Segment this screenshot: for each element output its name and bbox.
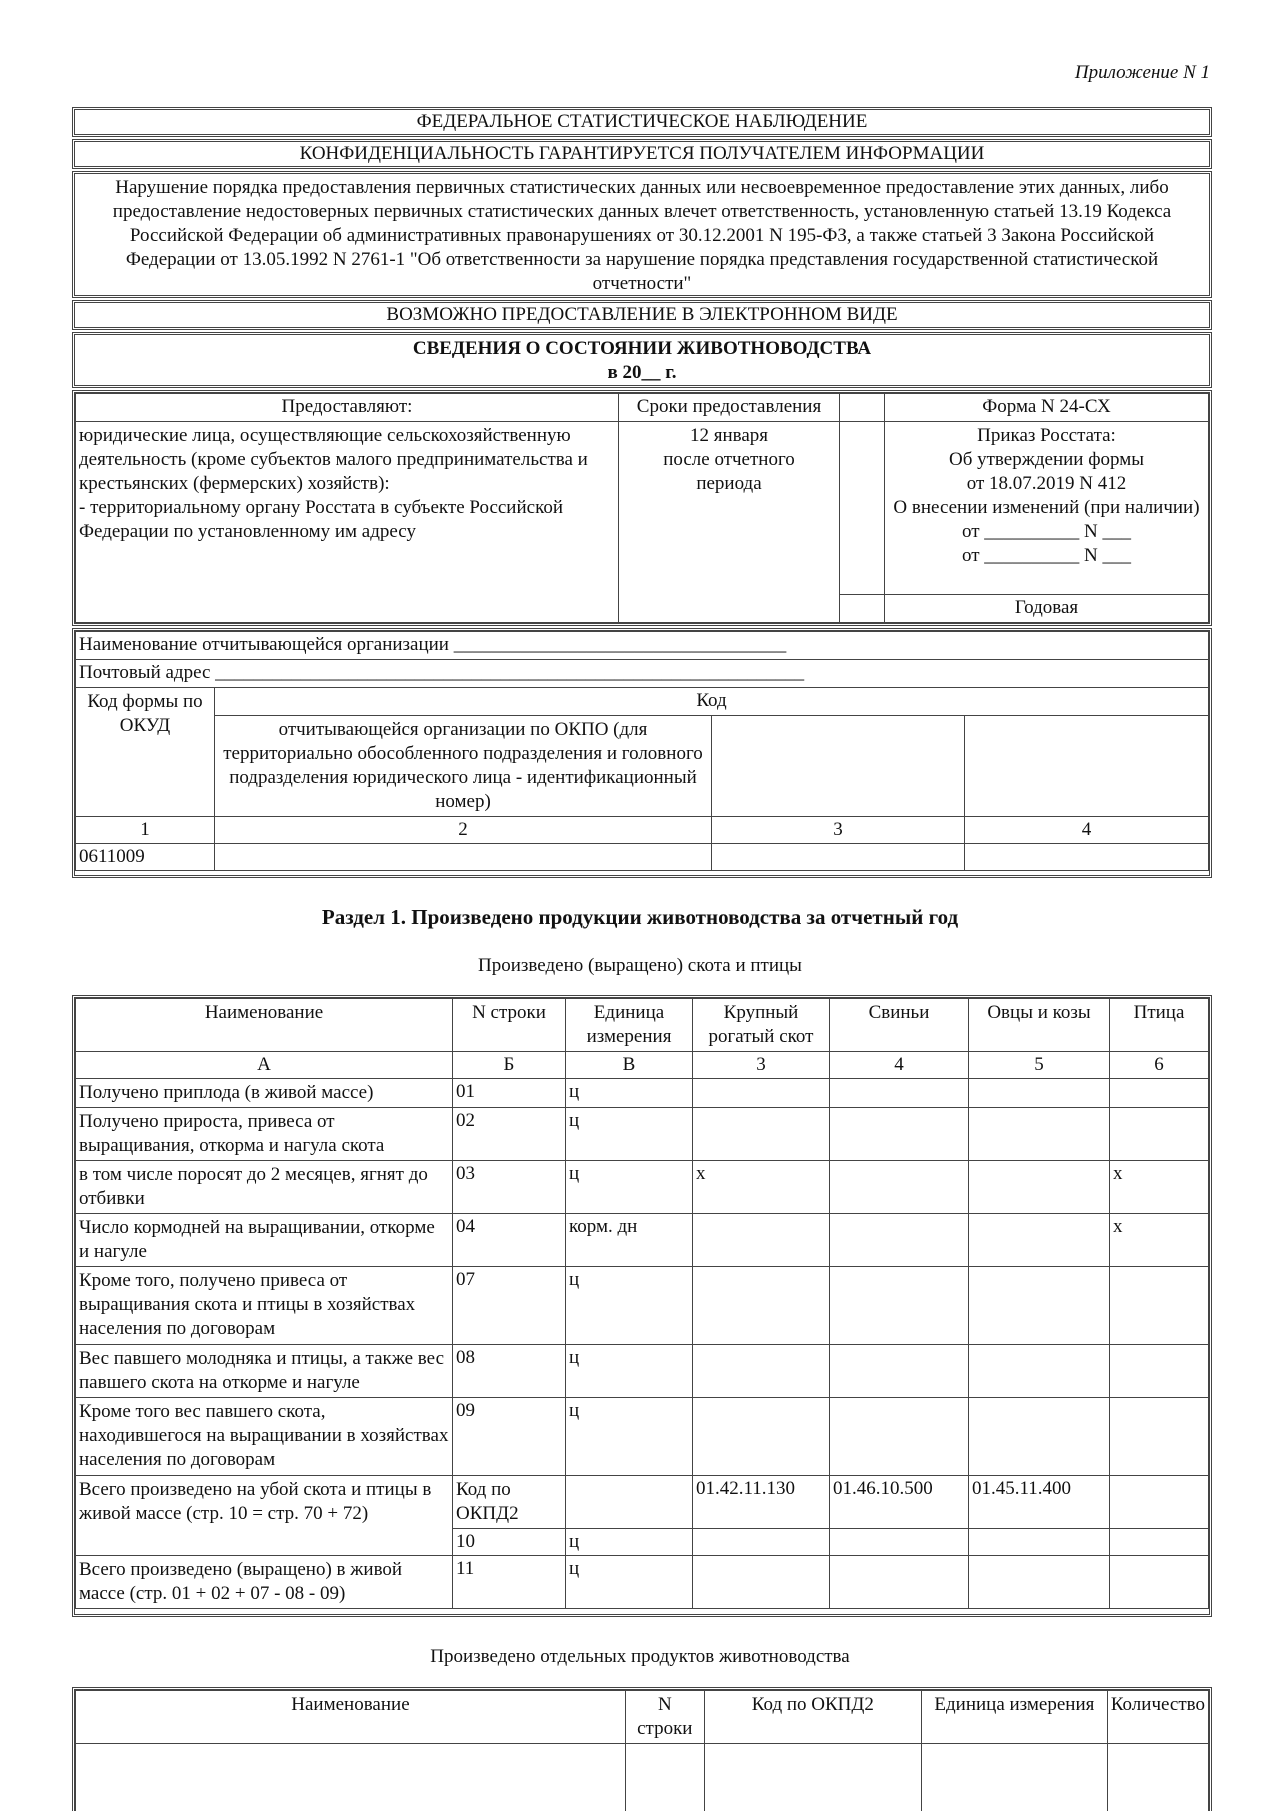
- cell-poultry[interactable]: [1110, 1398, 1209, 1476]
- okpd-pigs: 01.46.10.500: [830, 1476, 969, 1529]
- table-row: [76, 1267, 1209, 1345]
- cell[interactable]: [1107, 1744, 1208, 1811]
- cell-cattle[interactable]: [693, 1214, 830, 1267]
- form-number-header: Форма N 24-СХ: [885, 394, 1209, 422]
- provide-header: Предоставляют:: [76, 394, 619, 422]
- section-1-title: Раздел 1. Произведено продукции животноводства за отчетный год: [321, 905, 959, 929]
- cell-pigs[interactable]: [830, 1345, 969, 1398]
- okud-code-value: 0611009: [76, 844, 215, 871]
- col-header-pigs: Свиньи: [830, 999, 969, 1052]
- col-header-quantity: Количество: [1107, 1691, 1208, 1744]
- okpd-poultry: [1110, 1476, 1209, 1529]
- provider-info-table: [75, 393, 1209, 623]
- cell[interactable]: [921, 1744, 1107, 1811]
- okpd-label: Код по ОКПД2: [453, 1476, 566, 1529]
- row-name: Получено приплода (в живой массе): [76, 1079, 453, 1108]
- cell-pigs[interactable]: [830, 1079, 969, 1108]
- table-row: [76, 1108, 1209, 1161]
- okpd-sheep-goats: 01.45.11.400: [969, 1476, 1110, 1529]
- cell-sheep-goats[interactable]: [969, 1108, 1110, 1161]
- cell-poultry[interactable]: [1110, 1079, 1209, 1108]
- cell-poultry[interactable]: x: [1110, 1214, 1209, 1267]
- order-line-4: О внесении изменений (при наличии): [893, 497, 1200, 518]
- row-number: 01: [453, 1079, 566, 1108]
- col-header-sheep-goats: Овцы и козы: [969, 999, 1110, 1052]
- col-header-cattle: Крупный рогатый скот: [693, 999, 830, 1052]
- okpo-header: отчитывающейся организации по ОКПО (для территориально обособленного подразделения и головного подразделения юридического лица - идентификационный номер): [215, 716, 712, 817]
- table-row: [76, 1345, 1209, 1398]
- col-letter: 6: [1110, 1052, 1209, 1079]
- organization-box: [72, 628, 1212, 878]
- cell[interactable]: [625, 1744, 704, 1811]
- confidentiality-banner: КОНФИДЕНЦИАЛЬНОСТЬ ГАРАНТИРУЕТСЯ ПОЛУЧАТЕЛЕМ ИНФОРМАЦИИ: [72, 139, 1212, 169]
- col-header-poultry: Птица: [1110, 999, 1209, 1052]
- col-number-2: 2: [215, 817, 712, 844]
- col-number-4: 4: [965, 817, 1209, 844]
- row-name: Всего произведено (выращено) в живой массе (стр. 01 + 02 + 07 - 08 - 09): [76, 1556, 453, 1609]
- form-title: СВЕДЕНИЯ О СОСТОЯНИИ ЖИВОТНОВОДСТВА: [412, 338, 872, 359]
- cell-sheep-goats[interactable]: [969, 1398, 1110, 1476]
- cell-poultry[interactable]: [1110, 1267, 1209, 1345]
- col-header-line-number: N строки: [453, 999, 566, 1052]
- row-unit: ц: [566, 1529, 693, 1556]
- row-number: 08: [453, 1345, 566, 1398]
- cell-pigs[interactable]: [830, 1267, 969, 1345]
- order-line-2: Об утверждении формы: [948, 449, 1145, 470]
- code-col3-cell[interactable]: [712, 844, 965, 871]
- legal-warning: Нарушение порядка предоставления первичных статистических данных или несвоевременное предоставление этих данных, либо предоставление недостоверных первичных статистических данных влечет ответственность, установленную статьей 13.19 Кодекса Российской Федерации об административных правонарушениях от 30.12.2001 N 195-ФЗ, а также статьей 3 Закона Российской Федерации от 13.05.1992 N 2761-1 "Об ответственности за нарушение порядка представления государственной статистической отчетности": [72, 171, 1212, 298]
- cell-poultry[interactable]: [1110, 1529, 1209, 1556]
- okud-header: Код формы по ОКУД: [76, 688, 215, 817]
- okpo-code-cell[interactable]: [215, 844, 712, 871]
- cell-cattle[interactable]: x: [693, 1161, 830, 1214]
- products-table-box: [72, 1687, 1212, 1811]
- cell-cattle[interactable]: [693, 1345, 830, 1398]
- row-unit: ц: [566, 1161, 693, 1214]
- order-line-5: от __________ N ___: [961, 521, 1132, 542]
- cell-pigs[interactable]: [830, 1161, 969, 1214]
- cell-cattle[interactable]: [693, 1398, 830, 1476]
- col-letter: Б: [453, 1052, 566, 1079]
- terms-text: [619, 422, 840, 623]
- cell-cattle[interactable]: [693, 1267, 830, 1345]
- code-col4-cell[interactable]: [965, 844, 1209, 871]
- section-2-subtitle: Произведено отдельных продуктов животноводства: [430, 1646, 850, 1667]
- provide-text-2: - территориальному органу Росстата в субъекте Российской Федерации по установленному им адресу: [79, 497, 564, 542]
- cell[interactable]: [76, 1744, 626, 1811]
- cell-pigs[interactable]: [830, 1108, 969, 1161]
- cell-pigs[interactable]: [830, 1398, 969, 1476]
- row-unit: корм. дн: [566, 1214, 693, 1267]
- appendix-label: Приложение N 1: [1074, 62, 1210, 83]
- col-letter: 5: [969, 1052, 1110, 1079]
- livestock-table-box: [72, 995, 1212, 1617]
- cell-sheep-goats[interactable]: [969, 1267, 1110, 1345]
- table-row: [76, 1079, 1209, 1108]
- col-letter: В: [566, 1052, 693, 1079]
- postal-address-field[interactable]: Почтовый адрес ______________________________________________________________: [76, 660, 1209, 688]
- cell-poultry[interactable]: [1110, 1556, 1209, 1609]
- col-letter: А: [76, 1052, 453, 1079]
- cell-poultry[interactable]: [1110, 1108, 1209, 1161]
- row-unit: ц: [566, 1398, 693, 1476]
- row-name: Получено прироста, привеса от выращивания, откорма и нагула скота: [76, 1108, 453, 1161]
- col-header-line-number: N строки: [625, 1691, 704, 1744]
- form-title-box: [72, 332, 1212, 388]
- cell-cattle[interactable]: [693, 1108, 830, 1161]
- spacer-cell: [840, 422, 885, 595]
- cell-sheep-goats[interactable]: [969, 1556, 1110, 1609]
- row-number: 09: [453, 1398, 566, 1476]
- organization-name-field[interactable]: Наименование отчитывающейся организации ___________________________________: [76, 632, 1209, 660]
- cell-cattle[interactable]: [693, 1529, 830, 1556]
- col-header-unit: Единица измерения: [921, 1691, 1107, 1744]
- spacer-cell: [840, 394, 885, 422]
- cell-cattle[interactable]: [693, 1079, 830, 1108]
- row-name: Кроме того вес павшего скота, находившегося на выращивании в хозяйствах населения по договорам: [76, 1398, 453, 1476]
- cell[interactable]: [704, 1744, 921, 1811]
- cell-sheep-goats[interactable]: [969, 1529, 1110, 1556]
- col-letter: 3: [693, 1052, 830, 1079]
- col-letter: 4: [830, 1052, 969, 1079]
- cell-cattle[interactable]: [693, 1556, 830, 1609]
- terms-line-1: 12 января: [689, 425, 769, 446]
- terms-header: Сроки предоставления: [619, 394, 840, 422]
- row-number: 07: [453, 1267, 566, 1345]
- cell-sheep-goats[interactable]: [969, 1214, 1110, 1267]
- code-header: Код: [215, 688, 1209, 716]
- cell-sheep-goats[interactable]: [969, 1345, 1110, 1398]
- row-name: Кроме того, получено привеса от выращивания скота и птицы в хозяйствах населения по договорам: [76, 1267, 453, 1345]
- electronic-banner: ВОЗМОЖНО ПРЕДОСТАВЛЕНИЕ В ЭЛЕКТРОННОМ ВИДЕ: [72, 300, 1212, 330]
- cell-pigs[interactable]: [830, 1214, 969, 1267]
- code-col3-header: [712, 716, 965, 817]
- col-header-name: Наименование: [76, 1691, 626, 1744]
- section-1-subtitle: Произведено (выращено) скота и птицы: [478, 955, 802, 976]
- cell-sheep-goats[interactable]: [969, 1079, 1110, 1108]
- col-number-1: 1: [76, 817, 215, 844]
- provider-info-box: [72, 390, 1212, 626]
- code-col4-header: [965, 716, 1209, 817]
- spacer-cell: [840, 595, 885, 623]
- table-row: [76, 1214, 1209, 1267]
- provide-text: [76, 422, 619, 623]
- row-number: 02: [453, 1108, 566, 1161]
- okpd-cattle: 01.42.11.130: [693, 1476, 830, 1529]
- terms-line-2: после отчетного: [663, 449, 795, 470]
- cell-poultry[interactable]: x: [1110, 1161, 1209, 1214]
- table-row: [76, 1161, 1209, 1214]
- periodicity: Годовая: [885, 595, 1209, 623]
- order-line-6: от __________ N ___: [961, 545, 1132, 566]
- provide-text-1: юридические лица, осуществляющие сельскохозяйственную деятельность (кроме субъектов малого предпринимательства и крестьянских (фермерских) хозяйств):: [79, 425, 588, 494]
- form-year: в 20__ г.: [607, 362, 677, 383]
- row-name: Число кормодней на выращивании, откорме и нагуле: [76, 1214, 453, 1267]
- row-number: 10: [453, 1529, 566, 1556]
- products-table: [75, 1690, 1209, 1811]
- row-unit: ц: [566, 1108, 693, 1161]
- row-name: Вес павшего молодняка и птицы, а также вес павшего скота на откорме и нагуле: [76, 1345, 453, 1398]
- row-unit: ц: [566, 1079, 693, 1108]
- row-name: в том числе поросят до 2 месяцев, ягнят до отбивки: [76, 1161, 453, 1214]
- table-row: [76, 1476, 1209, 1529]
- row-number: 03: [453, 1161, 566, 1214]
- okpd-unit-empty: [566, 1476, 693, 1529]
- order-text: [885, 422, 1209, 595]
- cell-pigs[interactable]: [830, 1556, 969, 1609]
- col-number-3: 3: [712, 817, 965, 844]
- order-line-1: Приказ Росстата:: [977, 425, 1116, 446]
- row-number: 11: [453, 1556, 566, 1609]
- row-name-total-slaughter: Всего произведено на убой скота и птицы в живой массе (стр. 10 = стр. 70 + 72): [76, 1476, 453, 1556]
- order-line-3: от 18.07.2019 N 412: [966, 473, 1127, 494]
- federal-observation-banner: ФЕДЕРАЛЬНОЕ СТАТИСТИЧЕСКОЕ НАБЛЮДЕНИЕ: [72, 107, 1212, 137]
- table-row: [76, 1398, 1209, 1476]
- table-row: [76, 1556, 1209, 1609]
- col-header-okpd: Код по ОКПД2: [704, 1691, 921, 1744]
- livestock-table: [75, 998, 1209, 1609]
- row-number: 04: [453, 1214, 566, 1267]
- row-unit: ц: [566, 1267, 693, 1345]
- cell-poultry[interactable]: [1110, 1345, 1209, 1398]
- terms-line-3: периода: [696, 473, 762, 494]
- row-unit: ц: [566, 1556, 693, 1609]
- col-header-unit: Единица измерения: [566, 999, 693, 1052]
- cell-pigs[interactable]: [830, 1529, 969, 1556]
- cell-sheep-goats[interactable]: [969, 1161, 1110, 1214]
- col-header-name: Наименование: [76, 999, 453, 1052]
- organization-table: [75, 631, 1209, 871]
- row-unit: ц: [566, 1345, 693, 1398]
